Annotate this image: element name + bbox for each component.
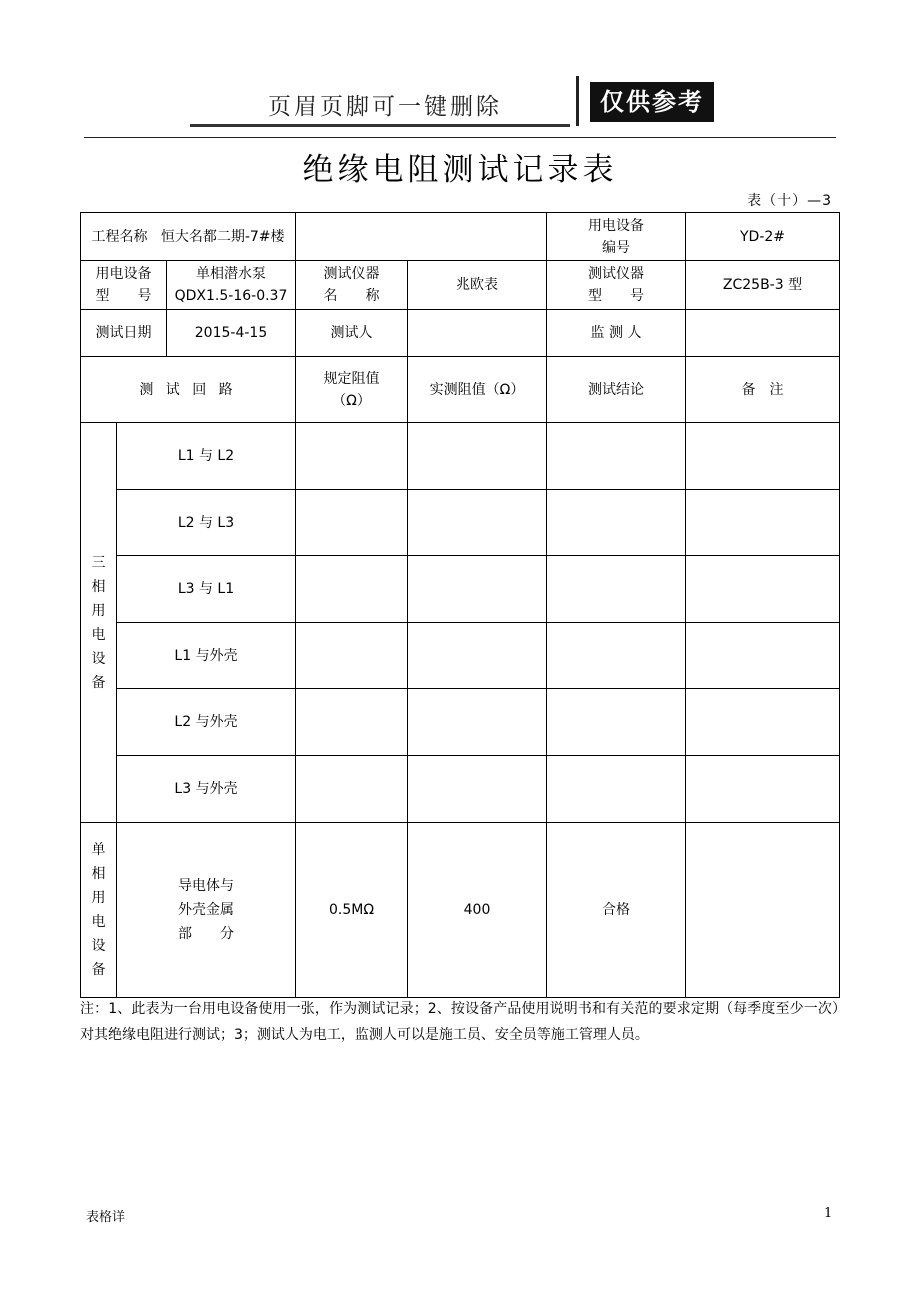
- page-header: [0, 0, 920, 140]
- header-divider: [576, 76, 579, 126]
- remark-cell: [686, 423, 840, 490]
- measured-cell: [408, 623, 547, 689]
- circuit-line3: 部 分: [178, 926, 234, 942]
- info-row-date: [81, 310, 840, 357]
- circuit-cell: L2 与外壳: [117, 689, 296, 756]
- instr-name-label: [296, 261, 408, 310]
- monitor-value: [686, 310, 840, 357]
- circuit-cell: L2 与 L3: [117, 490, 296, 556]
- reference-badge: 仅供参考: [590, 82, 714, 122]
- instr-name-value: 兆欧表: [408, 261, 547, 310]
- single-phase-group-label: 单相用电设备: [91, 842, 106, 978]
- equip-model-value: [167, 261, 295, 309]
- table-row: [81, 756, 840, 823]
- rated-cell: [296, 623, 408, 689]
- circuit-line2: 外壳金属: [178, 902, 234, 918]
- tester-label: 测试人: [296, 310, 408, 357]
- conclusion-cell: [547, 689, 686, 756]
- date-cell: [81, 310, 296, 357]
- remark-cell: [686, 556, 840, 623]
- instr-model-label-line1: 测试仪器: [588, 266, 644, 282]
- tester-value: [408, 310, 547, 357]
- table-row: [81, 423, 840, 490]
- equip-no-label-line1: 用电设备: [588, 217, 644, 234]
- col-rated: [296, 357, 408, 423]
- col-remark: 备 注: [686, 357, 840, 423]
- equip-no-value: YD-2#: [686, 213, 840, 261]
- rated-cell: [296, 490, 408, 556]
- page-number: 1: [824, 1206, 833, 1221]
- column-header-row: [81, 357, 840, 423]
- measured-cell: [408, 423, 547, 490]
- equip-model-cell: [81, 261, 296, 310]
- conclusion-cell: [547, 756, 686, 823]
- project-label: 工程名称: [91, 228, 148, 245]
- measured-cell: [408, 556, 547, 623]
- measured-cell: [408, 689, 547, 756]
- rated-cell: [296, 423, 408, 490]
- measured-cell: 400: [408, 823, 547, 998]
- rated-cell: 0.5MΩ: [296, 823, 408, 998]
- instr-name-label-line2: 名 称: [323, 288, 380, 304]
- col-circuit: 测 试 回 路: [81, 357, 296, 423]
- remark-cell: [686, 490, 840, 556]
- table-row: [81, 689, 840, 756]
- project-cell: [81, 213, 296, 261]
- instr-name-label-line1: 测试仪器: [323, 266, 380, 282]
- instr-model-label-line2: 型 号: [588, 288, 644, 304]
- single-phase-row: [81, 823, 840, 998]
- measured-cell: [408, 756, 547, 823]
- header-text: 页眉页脚可一键删除: [268, 94, 502, 120]
- measured-cell: [408, 490, 547, 556]
- table-row: [81, 490, 840, 556]
- equip-model-label: [81, 261, 167, 309]
- three-phase-group-label: 三相用电设备: [91, 554, 106, 691]
- monitor-label: 监 测 人: [547, 310, 686, 357]
- table-row: [81, 623, 840, 689]
- date-label: 测试日期: [81, 310, 167, 356]
- remark-cell: [686, 823, 840, 998]
- conclusion-cell: [547, 556, 686, 623]
- circuit-cell: L1 与 L2: [117, 423, 296, 490]
- footer-label: 表格详: [86, 1210, 126, 1225]
- equip-no-label-line2: 编号: [602, 239, 630, 256]
- remark-cell: [686, 756, 840, 823]
- rated-cell: [296, 556, 408, 623]
- single-phase-group: [81, 823, 117, 998]
- info-row-project: [81, 213, 840, 261]
- three-phase-group: [81, 423, 117, 823]
- table-row: [81, 556, 840, 623]
- instr-model-value: ZC25B-3 型: [686, 261, 840, 310]
- conclusion-cell: [547, 623, 686, 689]
- equip-model-value-line2: QDX1.5-16-0.37: [174, 288, 288, 304]
- page-title: 绝缘电阻测试记录表: [302, 152, 618, 188]
- header-underline: [190, 124, 570, 127]
- conclusion-cell: [547, 423, 686, 490]
- project-value: 恒大名都二期-7#楼: [160, 228, 285, 245]
- date-value: 2015-4-15: [194, 325, 268, 341]
- equip-model-label-line2: 型 号: [95, 288, 152, 304]
- circuit-cell: L3 与外壳: [117, 756, 296, 823]
- equip-model-label-line1: 用电设备: [95, 266, 152, 282]
- info-row-model: [81, 261, 840, 310]
- project-value-extension: [296, 213, 547, 261]
- equip-no-label: [547, 213, 686, 261]
- conclusion-cell: 合格: [547, 823, 686, 998]
- form-number: 表（十）—3: [747, 193, 832, 209]
- rated-cell: [296, 689, 408, 756]
- col-conclusion: 测试结论: [547, 357, 686, 423]
- circuit-cell: L1 与外壳: [117, 623, 296, 689]
- header-rule: [84, 137, 836, 138]
- remark-cell: [686, 623, 840, 689]
- circuit-cell: [117, 823, 296, 998]
- conclusion-cell: [547, 490, 686, 556]
- col-measured: 实测阻值（Ω）: [408, 357, 547, 423]
- circuit-line1: 导电体与: [178, 878, 234, 894]
- col-rated-line1: 规定阻值: [323, 370, 380, 387]
- rated-cell: [296, 756, 408, 823]
- circuit-cell: L3 与 L1: [117, 556, 296, 623]
- col-rated-line2: （Ω）: [332, 392, 371, 409]
- instr-model-label: [547, 261, 686, 310]
- equip-model-value-line1: 单相潜水泵: [196, 266, 266, 282]
- insulation-record-table: [80, 212, 840, 998]
- notes: 注：1、此表为一台用电设备使用一张，作为测试记录；2、按设备产品使用说明书和有关范的要求定期（每季度至少一次）对其绝缘电阻进行测试；3；测试人为电工，监测人可以是施工员、安全员等施工管理人员。: [80, 1001, 839, 1043]
- remark-cell: [686, 689, 840, 756]
